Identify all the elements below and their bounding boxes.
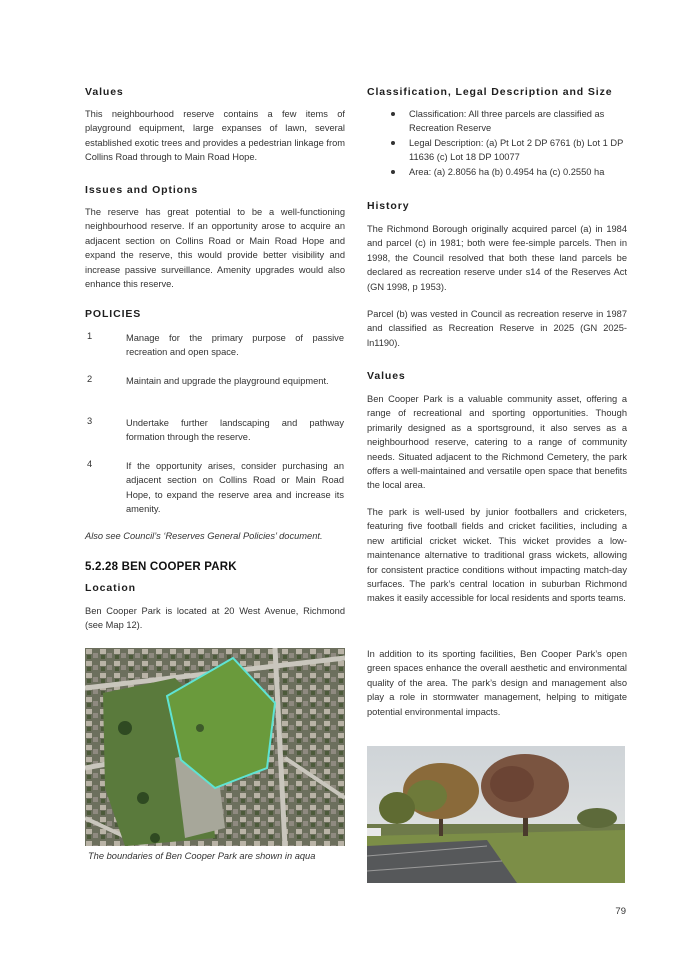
park-photo-svg: [367, 746, 625, 883]
policies-heading: POLICIES: [85, 308, 142, 320]
values-heading: Values: [85, 86, 124, 98]
classification-list: [386, 107, 627, 179]
bullet-icon: [391, 170, 395, 174]
list-item-text: Classification: All three parcels are classified as Recreation Reserve: [409, 109, 605, 134]
policy-number: 1: [87, 331, 93, 341]
list-item: [386, 136, 627, 165]
also-see-note: Also see Council’s ‘Reserves General Policies’ document.: [85, 531, 323, 541]
location-text: Ben Cooper Park is located at 20 West Avenue, Richmond (see Map 12).: [85, 606, 345, 631]
aerial-caption: The boundaries of Ben Cooper Park are shown in aqua: [88, 851, 316, 861]
values-text-right: The park is well-used by junior footballers and cricketers, featuring five football fields and cricket facilities, including a new artificial cricket wicket. This wicket provides a low-maintenance alternative to traditional grass wickets, allowing for consistent practice conditions without impacting match-day surfaces. The park’s central location in suburban Richmond makes it easily accessible for local residents and sports teams.: [367, 507, 627, 604]
page-number: 79: [615, 906, 626, 917]
aerial-map-image: [85, 648, 345, 846]
policy-number: 2: [87, 374, 93, 384]
policy-text: Manage for the primary purpose of passive recreation and open space.: [126, 333, 344, 358]
classification-heading: Classification, Legal Description and Size: [367, 86, 613, 98]
bullet-icon: [391, 141, 395, 145]
history-text: Parcel (b) was vested in Council as recreation reserve in 1987 and classified as Recreation Reserve in 2025 (GN 2025-ln1190).: [367, 309, 627, 348]
policy-number: 4: [87, 459, 93, 469]
policy-text: If the opportunity arises, consider purchasing an adjacent section on Collins Road or Main Road Hope, to expand the reserve area and increase its amenity.: [126, 461, 344, 515]
values-heading-right: Values: [367, 370, 406, 382]
bullet-icon: [391, 112, 395, 116]
policy-number: 3: [87, 416, 93, 426]
history-heading: History: [367, 200, 410, 212]
list-item-text: Area: (a) 2.8056 ha (b) 0.4954 ha (c) 0.2550 ha: [409, 166, 605, 177]
values-text: This neighbourhood reserve contains a few items of playground equipment, large expanses of lawn, several established exotic trees and provides a pedestrian linkage from Collins Road through to Main Road Hope.: [85, 109, 345, 163]
section-title: 5.2.28 BEN COOPER PARK: [85, 561, 237, 573]
park-photo-image: [367, 746, 625, 883]
list-item: [386, 165, 627, 179]
list-item: [386, 107, 627, 136]
values-text-right: In addition to its sporting facilities, Ben Cooper Park’s open green spaces enhance the overall aesthetic and environmental quality of the area. The park’s design and management also play a role in stormwater management, helping to mitigate potential environmental impacts.: [367, 649, 627, 717]
history-text: The Richmond Borough originally acquired parcel (a) in 1984 and parcel (c) in 1981; both were fee-simple parcels. Then in 1998, the Council resolved that both these land parcels be declared as recreation reserve under s14 of the Reserves Act (GN 1998, p 1953).: [367, 224, 627, 292]
policy-text: Undertake further landscaping and pathway formation through the reserve.: [126, 418, 344, 443]
list-item-text: Legal Description: (a) Pt Lot 2 DP 6761 (b) Lot 1 DP 11636 (c) Lot 18 DP 10077: [409, 137, 624, 163]
location-heading: Location: [85, 582, 136, 594]
values-text-right: Ben Cooper Park is a valuable community asset, offering a range of recreational and sporting opportunities. Though primarily designed as a sportsground, it also serves as a neighbourhood reserve, catering to a range of community needs. Situated adjacent to the Richmond Cemetery, the park offers a well-maintained and versatile open space that benefits the local area.: [367, 394, 627, 491]
issues-text: The reserve has great potential to be a well-functioning neighbourhood reserve. If an opportunity arose to acquire an adjacent section on Collins Road or Main Road Hope and expand the reserve, this would provide better visibility and increase passive surveillance. Amenity upgrades would also enhance this reserve.: [85, 207, 345, 290]
policy-text: Maintain and upgrade the playground equipment.: [126, 376, 329, 386]
issues-heading: Issues and Options: [85, 184, 199, 196]
aerial-map-svg: [85, 648, 345, 846]
